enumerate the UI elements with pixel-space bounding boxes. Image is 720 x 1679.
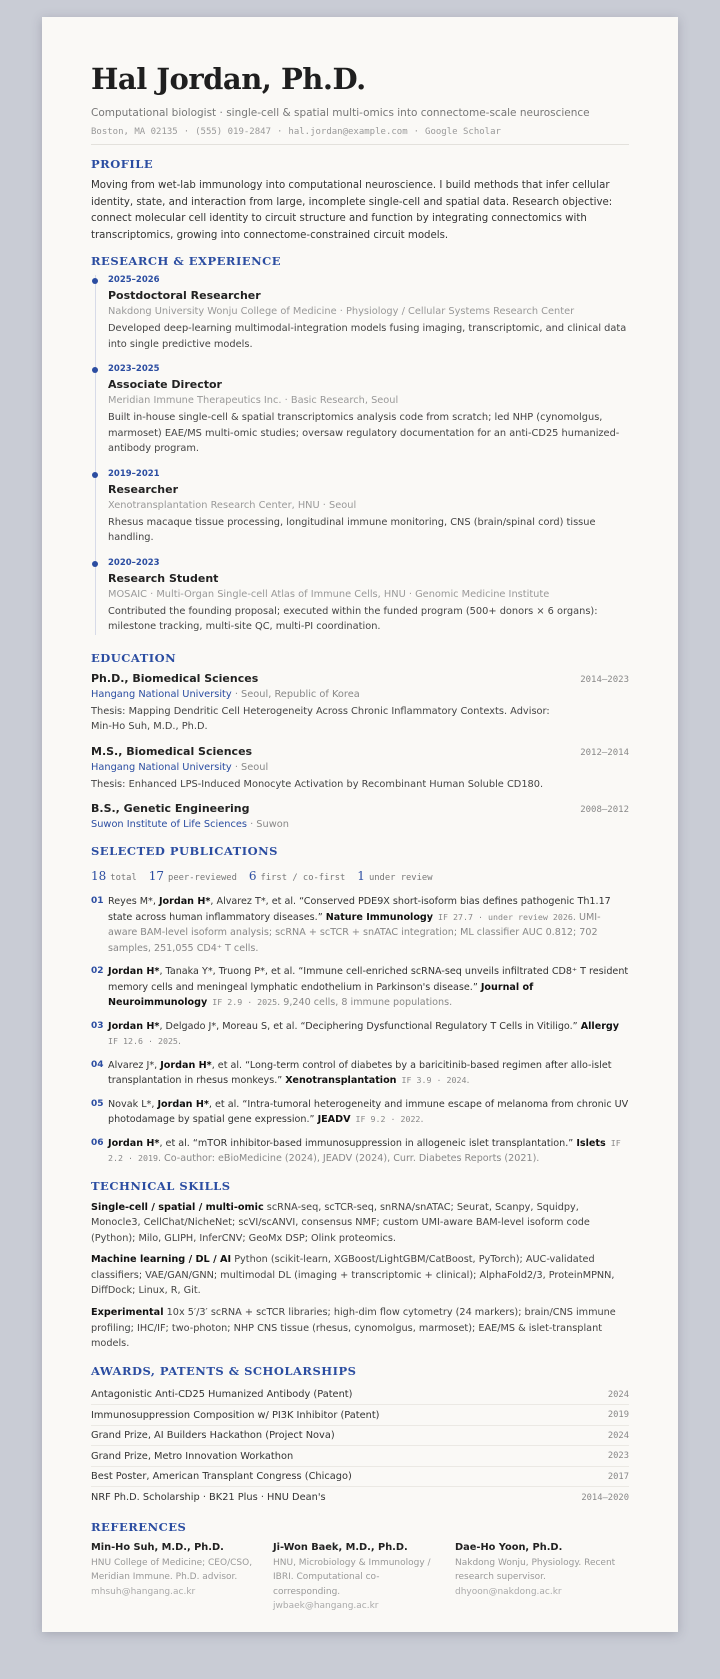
publication-citation: Novak L*, Jordan H*, et al. “Intra-tumoral heterogeneity and immune escape of melanoma from chronic UV photodamage by spatial gene expression.” JEADV IF 9.2 · 2022. <box>108 1098 629 1125</box>
candidate-name: Hal Jordan, Ph.D. <box>91 62 366 96</box>
contact-phone[interactable]: (555) 019-2847 <box>195 127 271 137</box>
publication-item <box>91 894 629 956</box>
resume-page <box>42 17 678 1632</box>
publication-number: 06 <box>91 1137 104 1148</box>
reference-desc: HNU College of Medicine; CEO/CSO, Meridian Immune. Ph.D. advisor. <box>91 1557 253 1583</box>
publication-item <box>91 1058 629 1089</box>
reference-desc: HNU, Microbiology & Immunology / IBRI. Computational co-corresponding. <box>273 1557 431 1597</box>
experience-desc: Contributed the founding proposal; executed within the funded program (500+ donors × 6 organs): milestone tracking, multi-site QC, multi-PI coordination. <box>108 605 598 632</box>
skill-label: Machine learning / DL / AI <box>91 1254 232 1266</box>
reference-desc: Nakdong Wonju, Physiology. Recent research supervisor. <box>455 1557 616 1583</box>
publication-number: 05 <box>91 1098 104 1109</box>
education-item <box>91 745 629 793</box>
reference-name: Min-Ho Suh, M.D., Ph.D. <box>91 1541 224 1553</box>
publication-number: 04 <box>91 1059 104 1070</box>
experience-org: MOSAIC · Multi-Organ Single-cell Atlas of Immune Cells, HNU · Genomic Medicine Institute <box>108 588 550 600</box>
awards-list <box>91 1385 629 1508</box>
skill-group: Experimental 10x 5′/3′ scRNA + scTCR libraries; high-dim flow cytometry (24 markers); brain/CNS immune profiling; IHC/IF; two-photon; NHP CNS tissue (rhesus, cynomolgus, marmoset); EAE/MS & islet-transplant models. <box>91 1307 616 1350</box>
experience-desc: Developed deep-learning multimodal-integration models fusing imaging, transcriptomic, and clinical data into single predictive models. <box>108 323 627 350</box>
education-location: · Seoul, Republic of Korea <box>231 688 360 700</box>
publication-number: 03 <box>91 1020 104 1031</box>
publication-item <box>91 964 629 1011</box>
reference-item <box>91 1541 261 1614</box>
skill-label: Experimental <box>91 1307 164 1319</box>
timeline-dot <box>92 367 98 373</box>
stat-under-review: 1 under review <box>357 869 433 883</box>
tagline: Computational biologist · single-cell & spatial multi-omics into connectome-scale neuroscience <box>91 107 590 119</box>
publication-citation: Jordan H*, et al. “mTOR inhibitor-based immunosuppression in allogeneic islet transplantation.” Islets IF 2.2 · 2019. Co-author: eBioMedicine (2024), JEADV (2024), Curr. Diabetes Reports (2021). <box>108 1137 621 1164</box>
education-degree: Ph.D., Biomedical Sciences <box>91 671 259 685</box>
publication-citation: Jordan H*, Tanaka Y*, Truong P*, et al. “Immune cell-enriched scRNA-seq unveils infiltrated CD8⁺ T resident memory cells and meningeal lymphatic endothelium in Parkinson's disease.” Journal of Neuroimmunology IF 2.9 · 2025. 9,240 cells, 8 immune populations. <box>108 966 629 1008</box>
skill-group: Machine learning / DL / AI Python (scikit-learn, XGBoost/LightGBM/CatBoost, PyTorch); AUC-validated classifiers; VAE/GAN/GNN; multimodal DL (imaging + transcriptomic + clinical); AlphaFold2/3, ProteinMPNN, DiffDock; Linux, R, Git. <box>91 1254 615 1297</box>
education-degree: B.S., Genetic Engineering <box>91 802 250 815</box>
experience-role: Researcher <box>108 482 179 496</box>
education-date: 2012–2014 <box>580 747 629 758</box>
section-heading-references: REFERENCES <box>91 1519 187 1534</box>
experience-org: Xenotransplantation Research Center, HNU · Seoul <box>108 499 357 511</box>
section-heading-skills: TECHNICAL SKILLS <box>91 1178 231 1193</box>
publication-citation: Jordan H*, Delgado J*, Moreau S, et al. “Deciphering Dysfunctional Regulatory T Cells in Vitiligo.” Allergy IF 12.6 · 2025. <box>108 1020 620 1047</box>
timeline-dot <box>92 472 98 478</box>
education-location: · Seoul <box>231 761 269 773</box>
experience-item <box>108 469 629 546</box>
experience-item <box>108 275 629 352</box>
experience-role: Postdoctoral Researcher <box>108 289 261 302</box>
experience-desc: Rhesus macaque tissue processing, longitudinal immune monitoring, CNS (brain/spinal cord) tissue handling. <box>108 516 596 543</box>
references-list <box>91 1541 629 1614</box>
experience-org: Meridian Immune Therapeutics Inc. · Basic Research, Seoul <box>108 395 399 406</box>
experience-timeline <box>95 275 629 635</box>
award-item: NRF Ph.D. Scholarship · BK21 Plus · HNU Dean's 2014–2020 <box>91 1492 629 1504</box>
award-item: Antagonistic Anti-CD25 Humanized Antibody (Patent) 2024 <box>91 1385 629 1406</box>
award-item: Grand Prize, Metro Innovation Workathon 2023 <box>91 1446 629 1467</box>
experience-role: Associate Director <box>108 378 222 391</box>
timeline-dot <box>92 278 98 284</box>
education-location: · Suwon <box>246 819 289 830</box>
education-date: 2014–2023 <box>580 674 629 685</box>
experience-date: 2023–2025 <box>108 364 160 374</box>
reference-email[interactable]: dhyoon@nakdong.ac.kr <box>455 1586 562 1597</box>
reference-name: Dae-Ho Yoon, Ph.D. <box>455 1541 563 1553</box>
publication-item <box>91 1019 629 1050</box>
publication-citation: Alvarez J*, Jordan H*, et al. “Long-term control of diabetes by a baricitinib-based regimen after allo-islet transplantation in rhesus monkeys.” Xenotransplantation IF 3.9 · 2024. <box>108 1059 612 1086</box>
contact-location: Boston, MA 02135 <box>91 127 178 137</box>
experience-org: Nakdong University Wonju College of Medicine · Physiology / Cellular Systems Research Center <box>108 306 575 317</box>
reference-email[interactable]: mhsuh@hangang.ac.kr <box>91 1586 196 1597</box>
experience-item <box>108 364 629 457</box>
publication-number: 01 <box>91 896 104 906</box>
skill-label: Single-cell / spatial / multi-omic <box>91 1201 264 1213</box>
timeline-dot <box>92 561 98 567</box>
publication-stats <box>91 865 629 884</box>
education-school-line <box>91 761 629 775</box>
reference-name: Ji-Won Baek, M.D., Ph.D. <box>273 1541 408 1553</box>
publication-citation: Reyes M*, Jordan H*, Alvarez T*, et al. “Conserved PDE9X short-isoform bias defines pathogenic Th1.17 state across human inflammatory diseases.” Nature Immunology IF 27.7 · under review 2026. UMI-aware BAM-level isoform analysis; scRNA + scTCR + snATAC integration; ML classifier AUC 0.812; 702 samples, 251,055 CD4⁺ T cells. <box>108 896 611 954</box>
experience-item <box>108 558 629 635</box>
skill-group: Single-cell / spatial / multi-omic scRNA-seq, scTCR-seq, snRNA/snATAC; Seurat, Scanpy, Squidpy, Monocle3, CellChat/NicheNet; scVI/scANVI, consensus NMF; custom UMI-aware BAM-level isoform code (Python); Milo, GLIPH, InferCNV; GeoMx DSP; Olink proteomics. <box>91 1201 590 1244</box>
publication-item <box>91 1136 629 1167</box>
google-scholar-link[interactable]: Google Scholar <box>425 127 501 137</box>
stat-peer-reviewed: 17 peer-reviewed <box>148 869 237 883</box>
education-degree: M.S., Biomedical Sciences <box>91 744 253 758</box>
education-thesis: Thesis: Mapping Dendritic Cell Heterogeneity Across Chronic Inflammatory Contexts. Advisor: Min-Ho Suh, M.D., Ph.D. <box>91 705 550 732</box>
experience-date: 2020–2023 <box>108 557 160 568</box>
award-item: Grand Prize, AI Builders Hackathon (Project Nova) 2024 <box>91 1426 629 1447</box>
contact-email[interactable]: hal.jordan@example.com <box>288 127 408 137</box>
education-school: Hangang National University <box>91 761 232 773</box>
experience-date: 2025–2026 <box>108 275 160 285</box>
award-item: Best Poster, American Transplant Congress (Chicago) 2017 <box>91 1467 629 1488</box>
education-school: Suwon Institute of Life Sciences <box>91 819 247 830</box>
education-school-line <box>91 688 629 702</box>
reference-email[interactable]: jwbaek@hangang.ac.kr <box>273 1601 379 1612</box>
award-item: Immunosuppression Composition w/ PI3K Inhibitor (Patent) 2019 <box>91 1405 629 1426</box>
stat-first-author: 6 first / co-first <box>248 869 346 883</box>
experience-date: 2019–2021 <box>108 468 160 479</box>
experience-role: Research Student <box>108 571 219 585</box>
stat-total: 18 total <box>91 869 137 883</box>
education-item <box>91 802 629 832</box>
section-heading-publications: SELECTED PUBLICATIONS <box>91 844 278 858</box>
reference-item <box>455 1541 625 1614</box>
publication-item <box>91 1097 629 1128</box>
experience-desc: Built in-house single-cell & spatial transcriptomics analysis code from scratch; led NHP (cynomolgus, marmoset) EAE/MS multi-omic studies; oversaw regulatory documentation for an anti-CD25 humanized-antibody program. <box>108 412 620 454</box>
education-date: 2008–2012 <box>580 805 629 815</box>
profile-text: Moving from wet-lab immunology into computational neuroscience. I build methods that infer cellular identity, state, and interaction from large, incomplete single-cell and spatial data. Research objective: connect molecular cell identity to circuit structure and function by integrating connectomics with transcriptomics, growing into connectome-constrained circuit models. <box>91 180 613 241</box>
publication-number: 02 <box>91 966 104 976</box>
section-heading-experience: RESEARCH & EXPERIENCE <box>91 254 282 268</box>
education-item <box>91 672 629 735</box>
education-school: Hangang National University <box>91 688 232 700</box>
contact-line: Boston, MA 02135 · (555) 019-2847 · hal.jordan@example.com · Google Scholar <box>91 127 629 145</box>
reference-item <box>273 1541 443 1614</box>
section-heading-education: EDUCATION <box>91 650 177 665</box>
education-thesis: Thesis: Enhanced LPS-Induced Monocyte Activation by Recombinant Human Soluble CD180. <box>91 778 544 790</box>
section-heading-profile: PROFILE <box>91 157 154 171</box>
section-heading-awards: AWARDS, PATENTS & SCHOLARSHIPS <box>91 1363 357 1378</box>
education-school-line <box>91 818 629 832</box>
